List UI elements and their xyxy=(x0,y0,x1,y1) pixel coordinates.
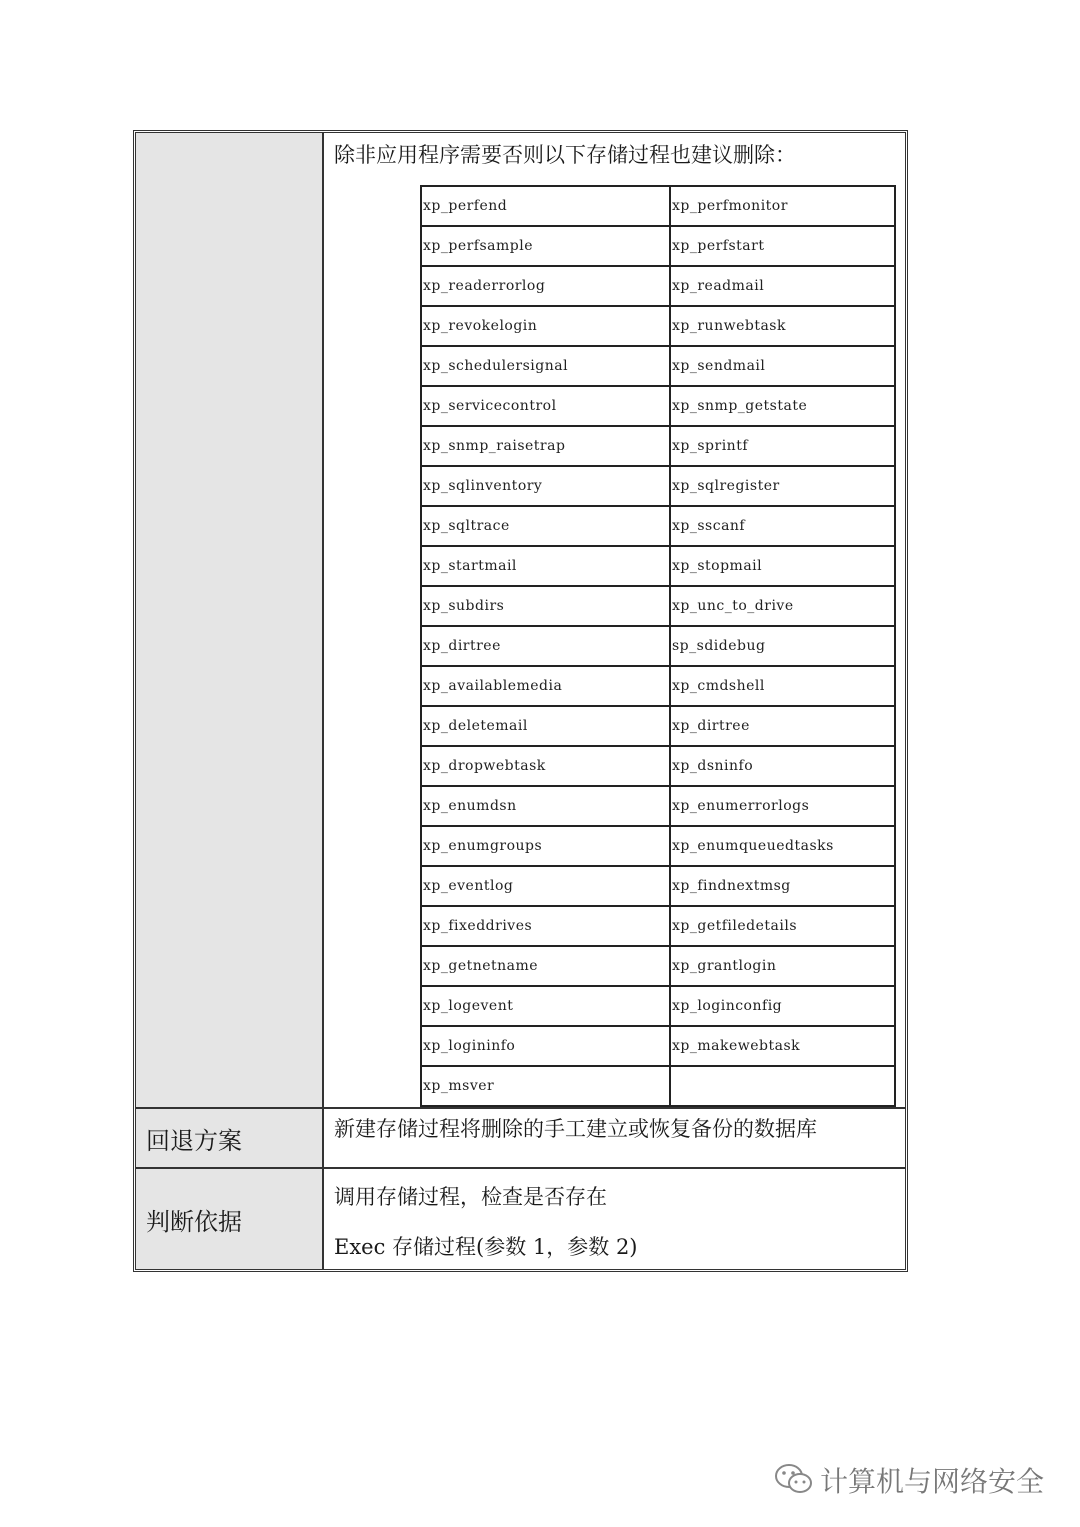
procedure-cell: xp_eventlog xyxy=(421,866,670,906)
procedure-row xyxy=(421,186,895,226)
procedure-cell: xp_enumqueuedtasks xyxy=(670,826,895,866)
procedure-cell: xp_logevent xyxy=(421,986,670,1026)
procedure-cell: xp_subdirs xyxy=(421,586,670,626)
procedure-cell: xp_schedulersignal xyxy=(421,346,670,386)
procedures-row xyxy=(136,133,905,1107)
procedures-content-cell xyxy=(324,133,905,1107)
procedure-row xyxy=(421,426,895,466)
procedure-cell: xp_startmail xyxy=(421,546,670,586)
procedure-cell: xp_revokelogin xyxy=(421,306,670,346)
procedure-cell: xp_makewebtask xyxy=(670,1026,895,1066)
procedure-cell: xp_perfstart xyxy=(670,226,895,266)
procedure-cell: xp_snmp_raisetrap xyxy=(421,426,670,466)
watermark-text: 计算机与网络安全 xyxy=(819,1465,1044,1498)
procedure-row xyxy=(421,506,895,546)
procedure-cell: xp_runwebtask xyxy=(670,306,895,346)
procedure-cell: xp_unc_to_drive xyxy=(670,586,895,626)
procedure-row xyxy=(421,346,895,386)
judge-content-cell xyxy=(324,1169,905,1269)
procedure-cell: xp_sqlregister xyxy=(670,466,895,506)
procedure-row xyxy=(421,306,895,346)
procedure-cell: xp_perfend xyxy=(421,186,670,226)
procedure-row xyxy=(421,546,895,586)
procedures-label-cell xyxy=(136,133,324,1107)
procedure-cell: xp_dirtree xyxy=(421,626,670,666)
procedure-cell: xp_findnextmsg xyxy=(670,866,895,906)
wechat-icon xyxy=(774,1462,814,1498)
watermark xyxy=(774,1460,1044,1500)
procedure-cell: xp_dirtree xyxy=(670,706,895,746)
judge-row xyxy=(136,1167,905,1269)
procedure-cell: xp_enumgroups xyxy=(421,826,670,866)
procedure-cell: xp_getfiledetails xyxy=(670,906,895,946)
procedure-cell: xp_cmdshell xyxy=(670,666,895,706)
rollback-label: 回退方案 xyxy=(136,1109,324,1167)
procedure-row xyxy=(421,986,895,1026)
procedure-row xyxy=(421,586,895,626)
procedure-cell xyxy=(670,1066,895,1106)
procedure-cell: xp_sqlinventory xyxy=(421,466,670,506)
procedure-cell: xp_fixeddrives xyxy=(421,906,670,946)
procedure-cell: xp_grantlogin xyxy=(670,946,895,986)
rollback-text: 新建存储过程将删除的手工建立或恢复备份的数据库 xyxy=(334,1117,817,1141)
procedure-cell: xp_sendmail xyxy=(670,346,895,386)
procedure-cell: xp_readmail xyxy=(670,266,895,306)
procedure-cell: xp_servicecontrol xyxy=(421,386,670,426)
procedure-cell: xp_readerrorlog xyxy=(421,266,670,306)
procedure-row xyxy=(421,706,895,746)
judge-line-2: Exec 存储过程(参数 1，参数 2) xyxy=(334,1235,638,1259)
procedure-row xyxy=(421,666,895,706)
procedure-row xyxy=(421,226,895,266)
procedure-row xyxy=(421,466,895,506)
procedure-cell: xp_snmp_getstate xyxy=(670,386,895,426)
procedure-row xyxy=(421,906,895,946)
procedure-cell: xp_enumerrorlogs xyxy=(670,786,895,826)
procedure-cell: xp_sqltrace xyxy=(421,506,670,546)
stored-procedure-table xyxy=(420,185,896,1107)
judge-line-1: 调用存储过程，检查是否存在 xyxy=(334,1185,607,1209)
procedure-cell: xp_loginconfig xyxy=(670,986,895,1026)
procedure-row xyxy=(421,946,895,986)
procedure-row xyxy=(421,1066,895,1106)
procedure-cell: xp_availablemedia xyxy=(421,666,670,706)
procedure-cell: xp_stopmail xyxy=(670,546,895,586)
security-config-table xyxy=(133,130,908,1272)
procedure-cell: xp_perfmonitor xyxy=(670,186,895,226)
procedure-cell: xp_logininfo xyxy=(421,1026,670,1066)
intro-text: 除非应用程序需要否则以下存储过程也建议删除： xyxy=(334,143,796,167)
rollback-content-cell xyxy=(324,1109,905,1165)
judge-label: 判断依据 xyxy=(136,1169,324,1269)
procedure-row xyxy=(421,866,895,906)
procedure-row xyxy=(421,626,895,666)
procedure-cell: sp_sdidebug xyxy=(670,626,895,666)
procedure-row xyxy=(421,826,895,866)
procedure-cell: xp_deletemail xyxy=(421,706,670,746)
procedure-cell: xp_perfsample xyxy=(421,226,670,266)
procedure-cell: xp_msver xyxy=(421,1066,670,1106)
procedure-cell: xp_dsninfo xyxy=(670,746,895,786)
procedure-cell: xp_sscanf xyxy=(670,506,895,546)
procedure-row xyxy=(421,746,895,786)
rollback-row xyxy=(136,1107,905,1167)
procedure-row xyxy=(421,266,895,306)
procedure-cell: xp_enumdsn xyxy=(421,786,670,826)
procedure-cell: xp_getnetname xyxy=(421,946,670,986)
procedure-cell: xp_dropwebtask xyxy=(421,746,670,786)
procedure-row xyxy=(421,1026,895,1066)
procedure-row xyxy=(421,786,895,826)
procedure-cell: xp_sprintf xyxy=(670,426,895,466)
procedure-row xyxy=(421,386,895,426)
